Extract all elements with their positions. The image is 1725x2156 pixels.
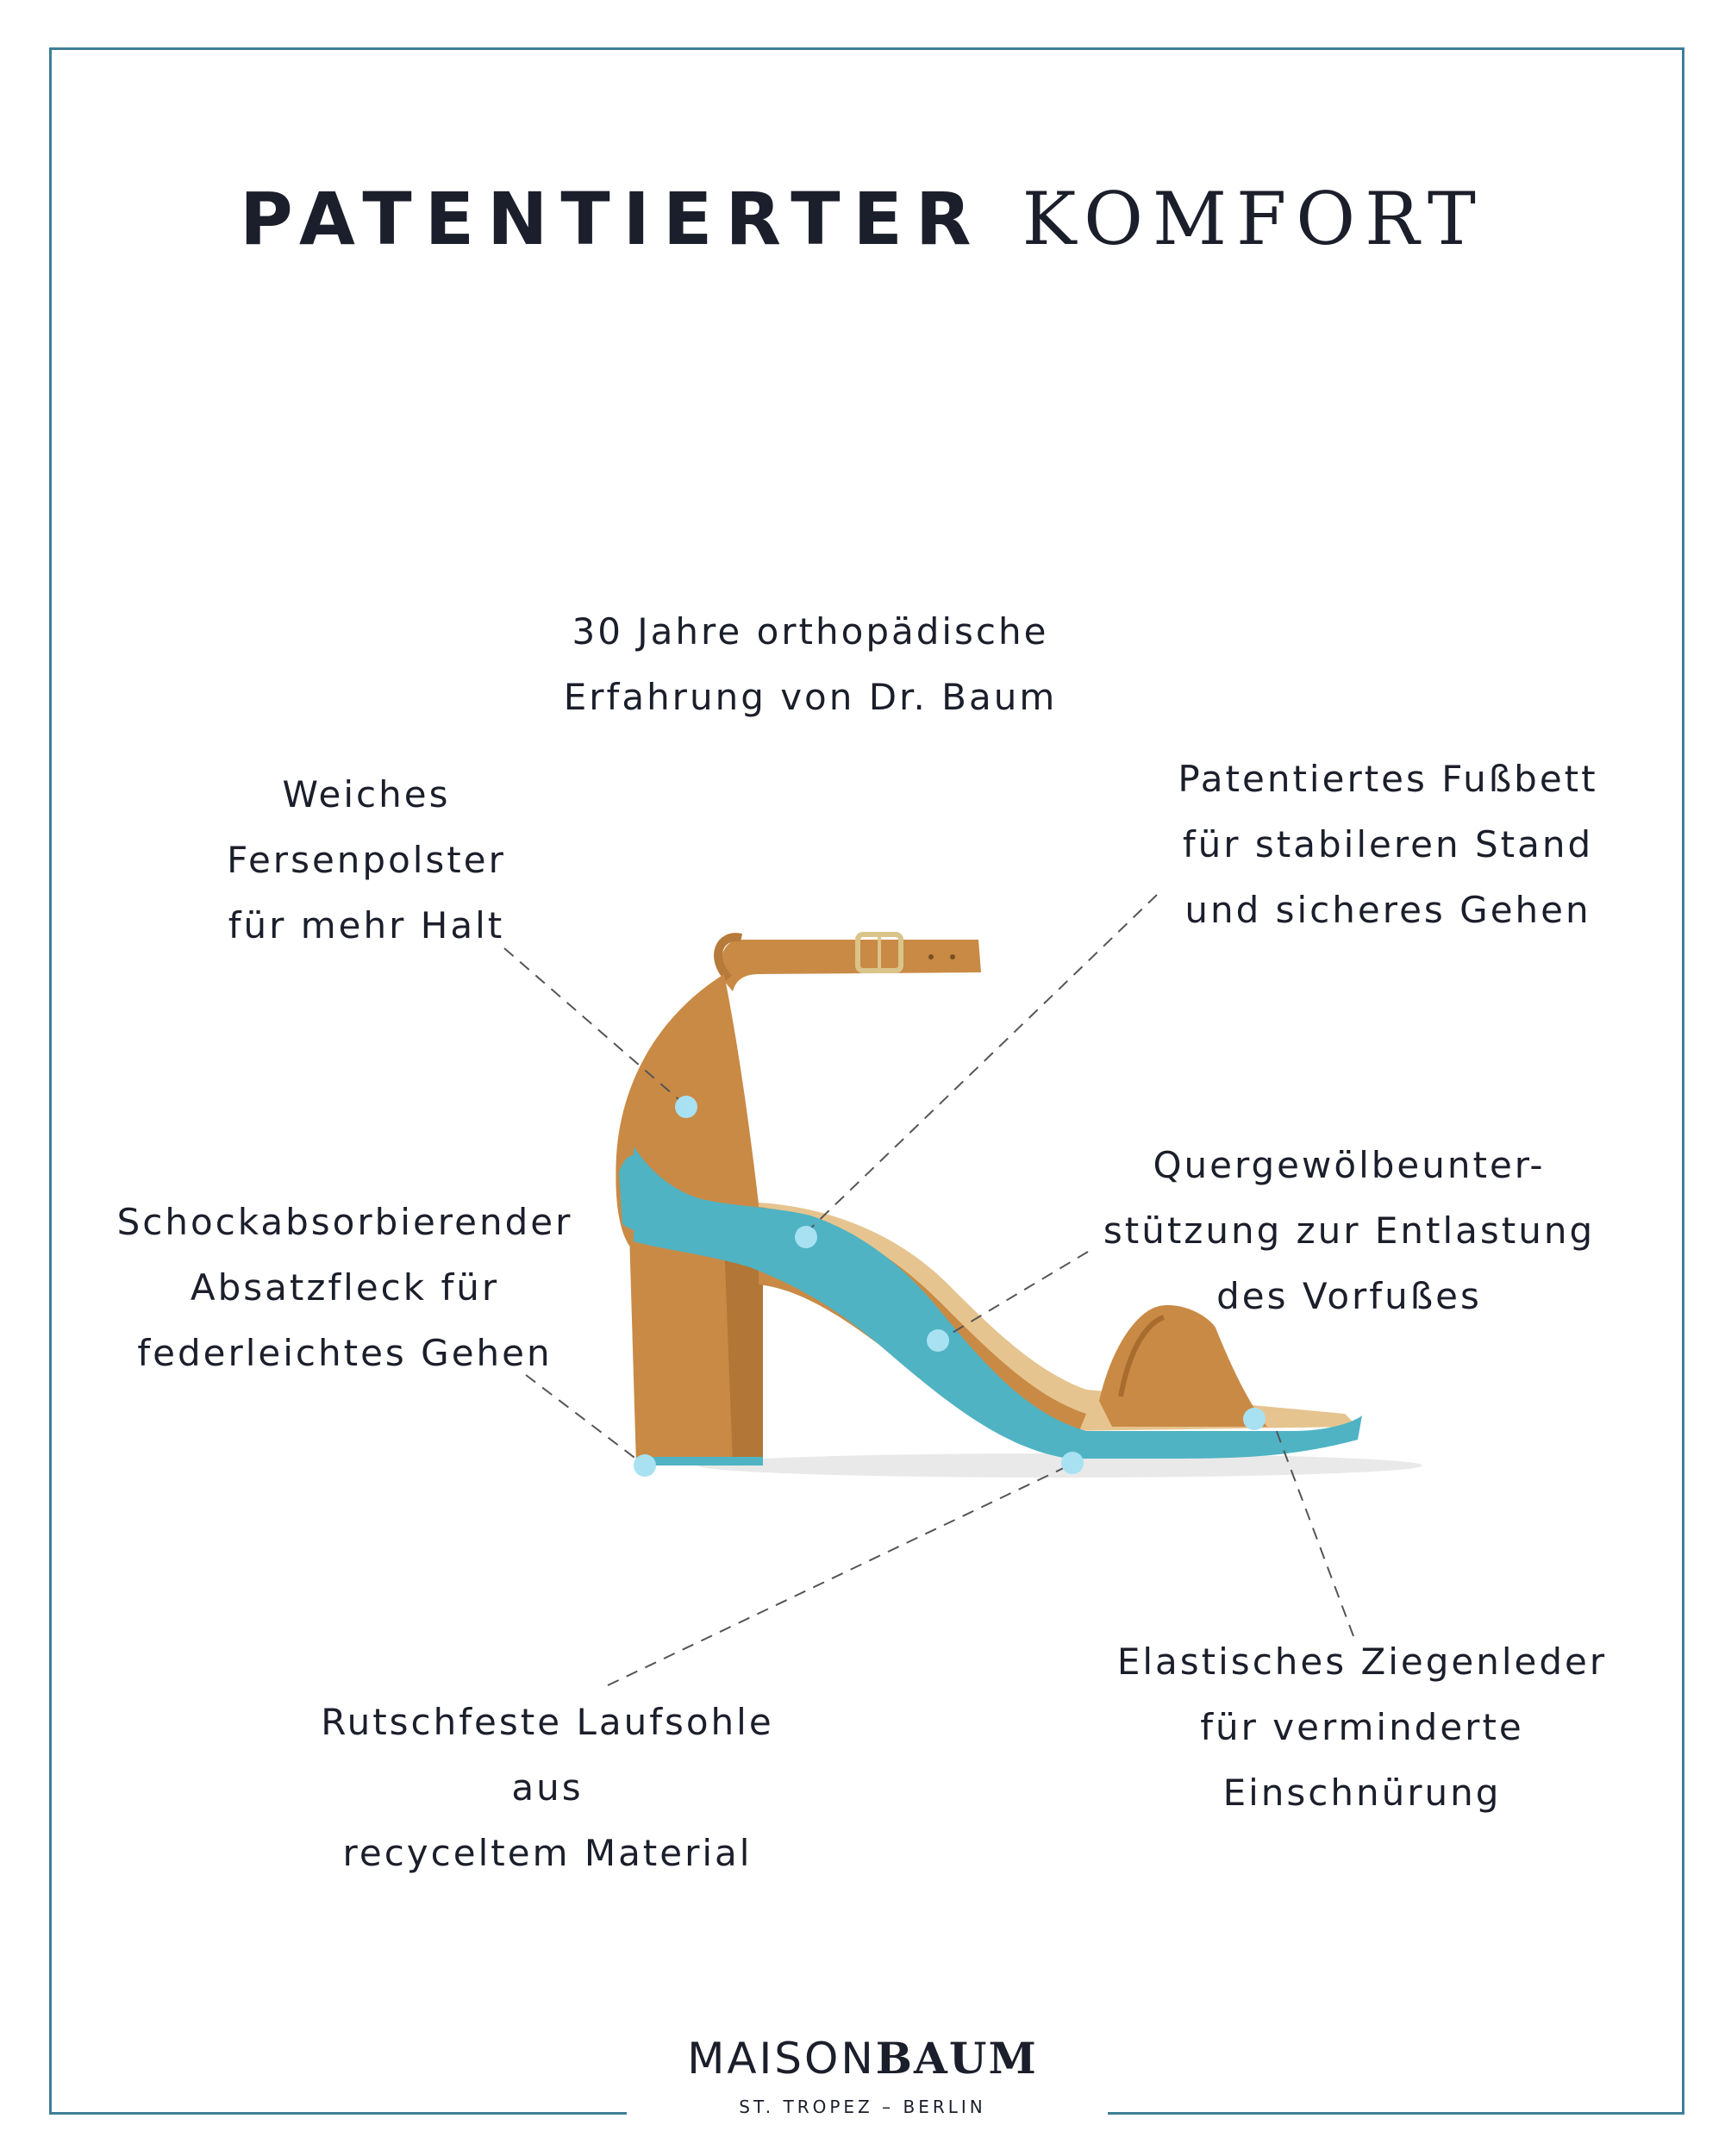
title-part-2: KOMFORT: [1022, 177, 1485, 261]
callout-heel-cap-line-1: Schockabsorbierender: [116, 1201, 573, 1243]
callout-footbed-line-1: Patentiertes Fußbett: [1178, 758, 1598, 800]
marker-leather: [1243, 1408, 1266, 1430]
brand-tagline: ST. TROPEZ – BERLIN: [739, 2097, 986, 2117]
callout-heel-pad-line-1: Weiches: [282, 773, 451, 816]
callout-heel-cap-line-3: federleichtes Gehen: [137, 1332, 553, 1374]
brand-logo-part-1: MAISON: [687, 2034, 876, 2084]
marker-footbed: [795, 1226, 817, 1248]
callout-arch-support: [1065, 1133, 1634, 1329]
callout-heel-cap-line-2: Absatzfleck für: [190, 1266, 500, 1309]
marker-heel-pad: [675, 1096, 697, 1118]
callout-footbed: [1138, 747, 1638, 943]
callout-experience: [534, 599, 1086, 730]
marker-heel-cap: [634, 1454, 656, 1477]
callout-leather: [1082, 1629, 1642, 1826]
callout-heel-pad: [194, 762, 539, 959]
callout-arch-support-line-2: stützung zur Entlastung: [1103, 1209, 1596, 1252]
leader-heel-cap: [526, 1375, 645, 1465]
brand-logo-part-2: BAUM: [875, 2033, 1038, 2084]
brand-logo: [0, 2033, 1725, 2084]
title-part-1: PATENTIERTER: [240, 177, 984, 261]
callout-heel-pad-line-2: Fersenpolster: [227, 839, 506, 881]
ankle-strap: [721, 940, 981, 991]
callout-experience-line-1: 30 Jahre orthopädische: [572, 610, 1049, 653]
callout-outsole-line-2: aus: [511, 1766, 584, 1809]
marker-arch: [927, 1329, 949, 1352]
callout-footbed-line-3: und sicheres Gehen: [1184, 889, 1591, 931]
callout-leather-line-2: für verminderte: [1200, 1706, 1524, 1748]
callout-outsole-line-1: Rutschfeste Laufsohle: [321, 1701, 774, 1743]
callout-outsole-line-3: recyceltem Material: [342, 1832, 753, 1874]
marker-outsole: [1061, 1452, 1084, 1474]
callout-leather-line-1: Elastisches Ziegenleder: [1116, 1640, 1608, 1683]
callout-arch-support-line-3: des Vorfußes: [1216, 1275, 1482, 1317]
callout-outsole: [284, 1690, 810, 1886]
callout-footbed-line-2: für stabileren Stand: [1182, 823, 1594, 866]
callout-heel-pad-line-3: für mehr Halt: [228, 904, 505, 947]
leader-outsole: [608, 1465, 1069, 1685]
callout-arch-support-line-1: Quergewölbeunter-: [1153, 1144, 1546, 1186]
callout-heel-cap: [95, 1190, 595, 1386]
callout-experience-line-2: Erfahrung von Dr. Baum: [563, 676, 1058, 718]
callout-leather-line-3: Einschnürung: [1222, 1772, 1502, 1814]
